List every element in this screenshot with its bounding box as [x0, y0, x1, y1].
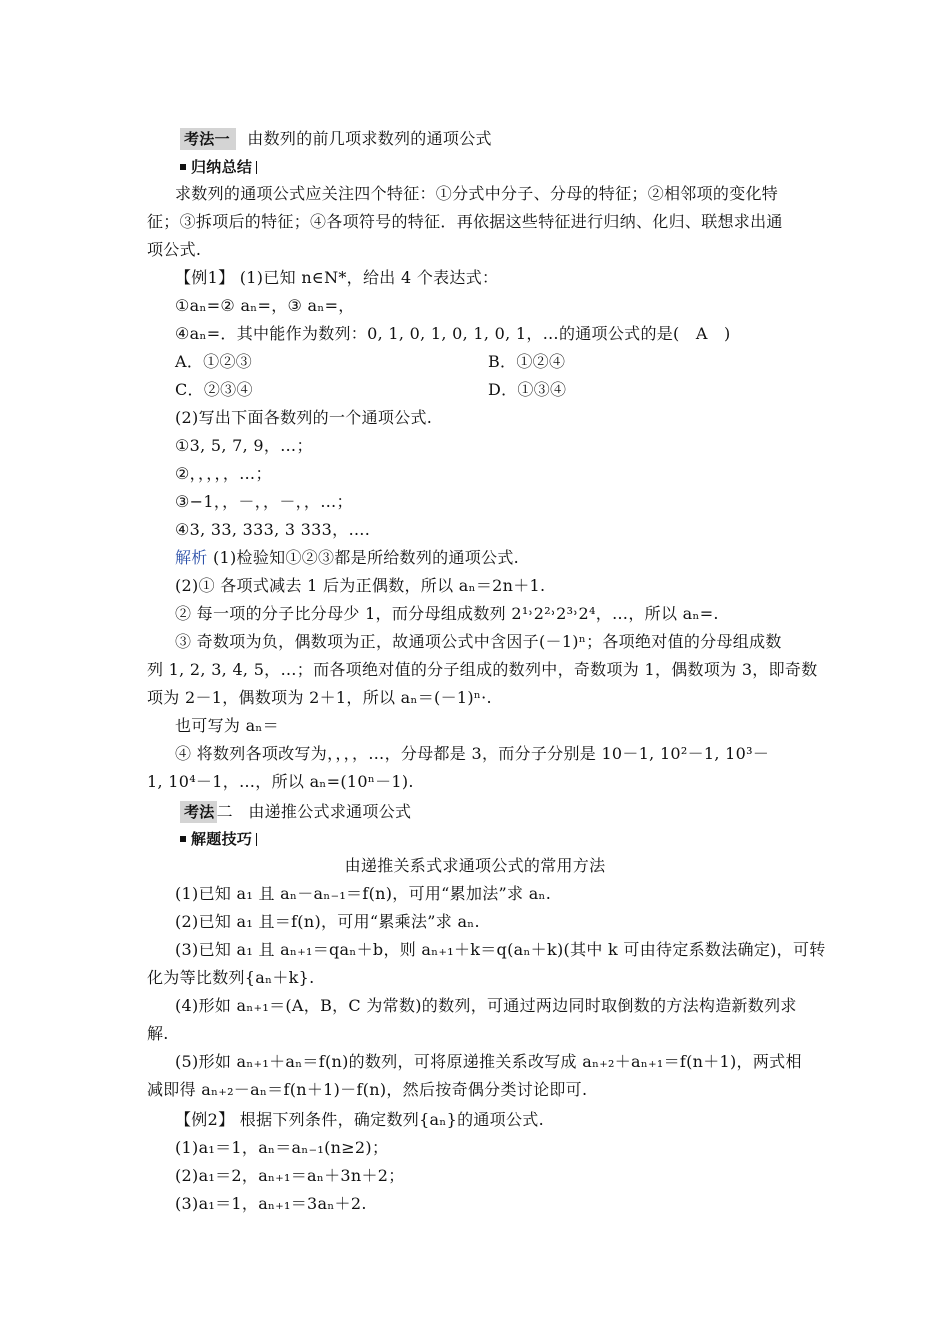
method-5: (5)形如 aₙ₊₁＋aₙ＝f(n)的数列，可将原递推关系改写成 aₙ₊₂＋aₙ₊₁＝f(n＋1)，两式相 — [175, 1052, 802, 1071]
method-4-cont: 解. — [147, 1024, 169, 1043]
section-2-header — [180, 801, 411, 823]
solution-1-line-9: 1, 10⁴－1，…，所以 aₙ=(10ⁿ－1). — [147, 772, 414, 791]
section-1-title: 由数列的前几项求数列的通项公式 — [247, 129, 492, 148]
option-c: C．②③④ — [175, 380, 253, 399]
section-2-tag-number: 二 — [216, 802, 233, 821]
solution-1-line-7: 也可写为 aₙ＝ — [175, 716, 279, 735]
method-1: (1)已知 a₁ 且 aₙ－aₙ₋₁＝f(n)，可用“累加法”求 aₙ. — [175, 884, 552, 903]
section-1-tag: 考法一 — [180, 128, 236, 150]
option-a: A．①②③ — [175, 352, 253, 371]
solution-1-line-5: 列 1, 2, 3, 4, 5，…；而各项绝对值的分子组成的数列中，奇数项为 1，偶数项为 3，即奇数 — [147, 660, 818, 679]
square-bullet-icon — [180, 836, 186, 842]
solution-label: 解析 — [175, 548, 208, 567]
method-5-cont: 减即得 aₙ₊₂－aₙ＝f(n＋1)－f(n)，然后按奇偶分类讨论即可. — [147, 1080, 588, 1099]
bar-icon — [256, 161, 257, 174]
sequence-1: ①3, 5, 7, 9，…； — [175, 436, 313, 455]
example-1-stem: 【例1】 (1)已知 n∈N*，给出 4 个表达式： — [175, 268, 499, 287]
method-3-cont: 化为等比数列{aₙ＋k}. — [147, 968, 315, 987]
subheading-label: 解题技巧 — [191, 830, 253, 848]
solution-1-line-6: 项为 2－1，偶数项为 2＋1，所以 aₙ＝(－1)ⁿ·. — [147, 688, 492, 707]
example-1-part-2: (2)写出下面各数列的一个通项公式. — [175, 408, 433, 427]
option-b: B．①②④ — [488, 352, 566, 371]
section-2-title: 由递推公式求通项公式 — [248, 802, 412, 821]
example-2-stem: 【例2】 根据下列条件，确定数列{aₙ}的通项公式. — [175, 1110, 544, 1129]
option-d: D．①③④ — [488, 380, 567, 399]
square-bullet-icon — [180, 164, 186, 170]
solution-1-line-8: ④ 将数列各项改写为，，，，…，分母都是 3，而分子分别是 10－1, 10²－1, 10³－ — [175, 744, 770, 763]
subheading-label: 归纳总结 — [191, 158, 253, 176]
method-4: (4)形如 aₙ₊₁＝(A，B，C 为常数)的数列，可通过两边同时取倒数的方法构造新数列求 — [175, 996, 797, 1015]
example-2-part-2: (2)a₁＝2，aₙ₊₁＝aₙ＋3n＋2； — [175, 1166, 405, 1185]
solution-1-line-4: ③ 奇数项为负，偶数项为正，故通项公式中含因子(－1)ⁿ；各项绝对值的分母组成数 — [175, 632, 782, 651]
section-1-subheading — [180, 156, 257, 178]
section-2-tag: 考法 — [180, 801, 217, 823]
method-2: (2)已知 a₁ 且＝f(n)，可用“累乘法”求 aₙ. — [175, 912, 480, 931]
sequence-4: ④3, 33, 333, 3 333，…. — [175, 520, 371, 539]
method-3: (3)已知 a₁ 且 aₙ₊₁＝qaₙ＋b，则 aₙ₊₁＋k＝q(aₙ＋k)(其中 k 可由待定系数法确定)，可转 — [175, 940, 826, 959]
sequence-3: ③−1，，－，，－，，…； — [175, 492, 353, 511]
solution-1-line-3: ② 每一项的分子比分母少 1，而分母组成数列 2¹˒2²˒2³˒2⁴，…，所以 aₙ=. — [175, 604, 719, 623]
summary-line-3: 项公式. — [147, 240, 202, 259]
example-1-expressions-b: ④aₙ=．其中能作为数列：0, 1, 0, 1, 0, 1, 0, 1，…的通项公式的是( A ) — [175, 324, 731, 343]
summary-line-1: 求数列的通项公式应关注四个特征：①分式中分子、分母的特征；②相邻项的变化特 — [175, 184, 779, 203]
bar-icon — [256, 833, 257, 846]
solution-1-line-1 — [175, 547, 519, 569]
section-1-header — [180, 128, 492, 150]
example-2-part-3: (3)a₁＝1，aₙ₊₁＝3aₙ＋2. — [175, 1194, 367, 1213]
section-2-subheading — [180, 828, 257, 850]
solution-1-text: (1)检验知①②③都是所给数列的通项公式. — [207, 548, 520, 567]
example-2-part-1: (1)a₁＝1，aₙ＝aₙ₋₁(n≥2)； — [175, 1138, 389, 1157]
methods-heading: 由递推关系式求通项公式的常用方法 — [344, 856, 606, 875]
solution-1-line-2: (2)① 各项式减去 1 后为正偶数，所以 aₙ＝2n＋1. — [175, 576, 546, 595]
summary-line-2: 征；③拆项后的特征；④各项符号的特征．再依据这些特征进行归纳、化归、联想求出通 — [147, 212, 783, 231]
sequence-2: ②，，，，，…； — [175, 464, 272, 483]
example-1-expressions-a: ①aₙ=② aₙ=，③ aₙ=， — [175, 296, 355, 315]
